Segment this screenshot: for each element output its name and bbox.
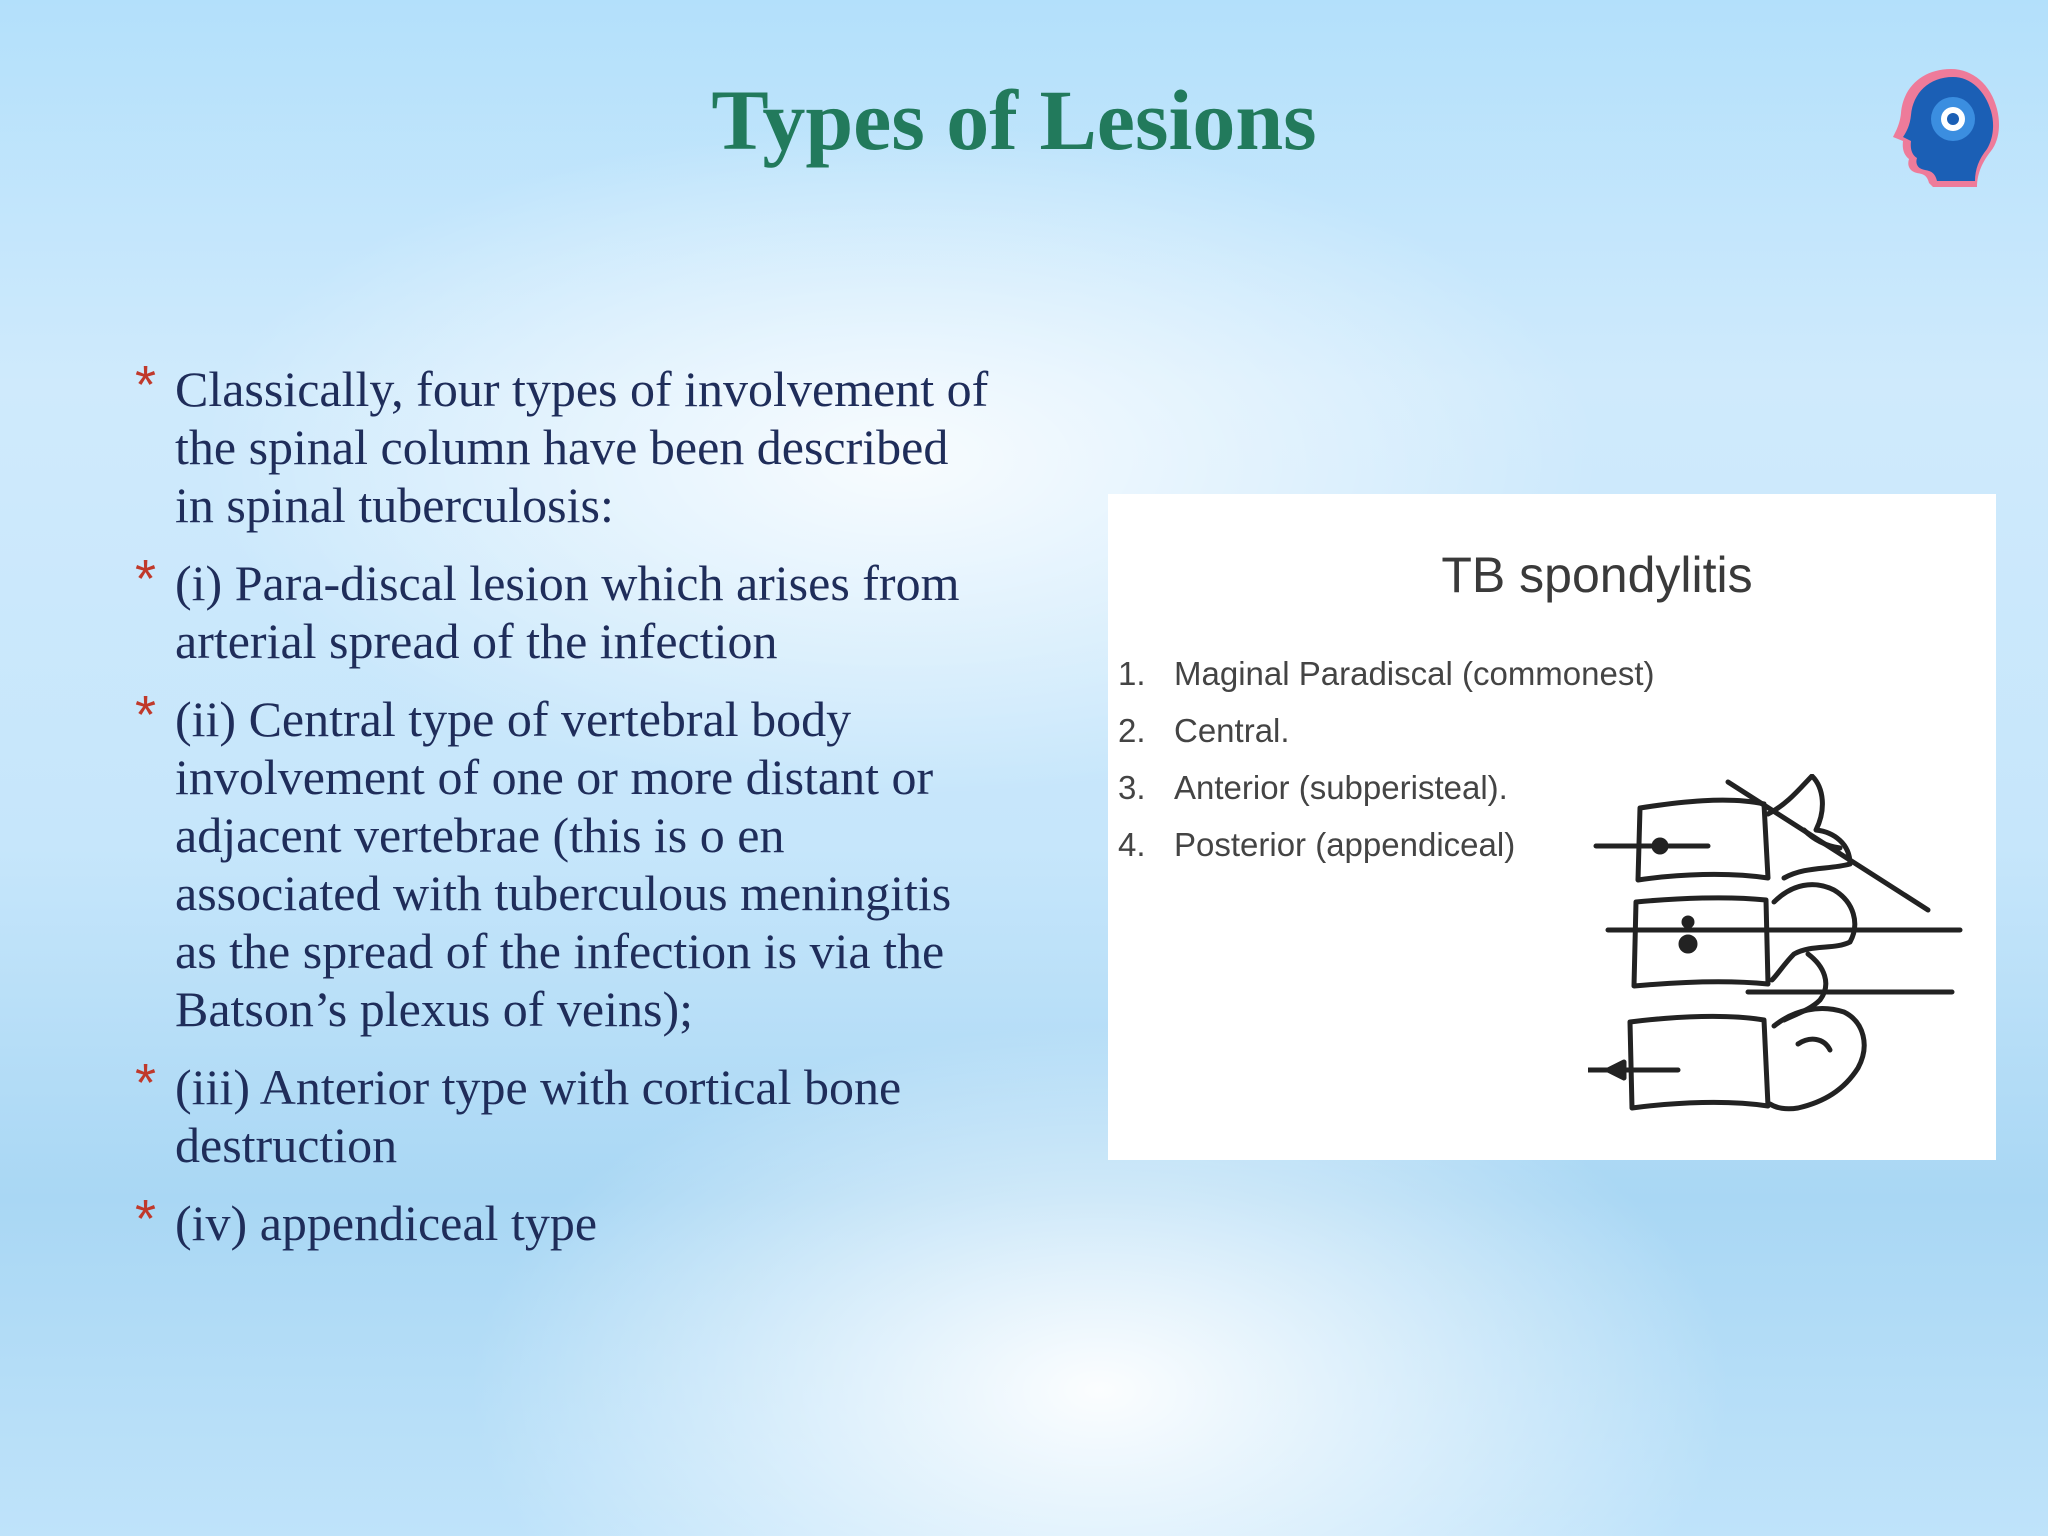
figure-item-text: Central. [1174, 712, 1290, 749]
asterisk-bullet-icon: * [135, 685, 157, 745]
bullet-text: (iii) Anterior type with cortical bone destruction [175, 1059, 902, 1173]
figure-list-item [1118, 711, 1655, 768]
bullet-item [135, 685, 1085, 1038]
slide-title: Types of Lesions [711, 72, 1317, 168]
bullet-item [135, 1189, 1085, 1252]
bullet-item [135, 355, 1085, 534]
bullet-text: Classically, four types of involvement of the spinal column have been described in spinal tuberculosis: [175, 361, 989, 533]
tb-spondylitis-figure [1108, 494, 1996, 1160]
figure-item-text: Anterior (subperisteal). [1174, 769, 1508, 806]
asterisk-bullet-icon: * [135, 549, 157, 609]
bullet-text: (ii) Central type of vertebral body involvement of one or more distant or adjacent vertebrae (this is o en associated with tuberculous meningitis as the spread of the infection is via the Batson’s plexus of veins); [175, 691, 952, 1037]
figure-item-number: 1. [1118, 655, 1146, 692]
asterisk-bullet-icon: * [135, 355, 157, 415]
figure-item-number: 2. [1118, 712, 1146, 749]
figure-list-item [1118, 768, 1655, 825]
figure-list-item [1118, 825, 1655, 882]
asterisk-bullet-icon: * [135, 1189, 157, 1249]
bullet-text: (iv) appendiceal type [175, 1195, 598, 1251]
asterisk-bullet-icon: * [135, 1053, 157, 1113]
bullet-item [135, 1053, 1085, 1174]
figure-item-number: 3. [1118, 769, 1146, 806]
bullet-list [135, 355, 1085, 1272]
figure-item-text: Posterior (appendiceal) [1174, 826, 1516, 863]
vertebral-column-sketch [1588, 774, 1978, 1134]
bullet-item [135, 549, 1085, 670]
bullet-text: (i) Para-discal lesion which arises from arterial spread of the infection [175, 555, 960, 669]
figure-list-item [1118, 654, 1655, 711]
figure-list [1118, 654, 1655, 882]
figure-item-number: 4. [1118, 826, 1146, 863]
head-profile-logo-icon [1893, 63, 2001, 191]
figure-title: TB spondylitis [1441, 547, 1753, 603]
figure-item-text: Maginal Paradiscal (commonest) [1174, 655, 1655, 692]
